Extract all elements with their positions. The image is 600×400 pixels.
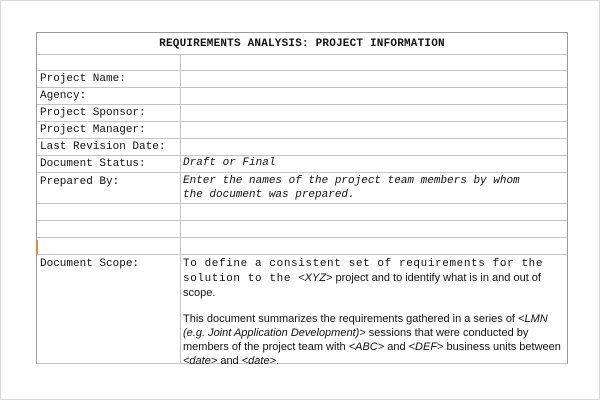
prepared-by-value[interactable] (183, 174, 563, 202)
row-document-scope[interactable] (37, 254, 567, 367)
row-last-revision-date[interactable] (37, 138, 567, 155)
scope-text: . (276, 355, 280, 367)
row-document-status[interactable] (37, 155, 567, 172)
prepared-by-line-2: the document was prepared. (183, 189, 355, 201)
scope-text: scope. (183, 287, 216, 299)
row-project-manager[interactable] (37, 121, 567, 138)
scope-placeholder: <ABC> (348, 341, 385, 353)
title-row (37, 32, 567, 54)
scope-placeholder: (e.g. Joint Application Development)> (183, 327, 366, 339)
scope-text: members of the project team with (183, 341, 349, 353)
scope-text: project and to identify what is in and out of (332, 272, 541, 284)
row-prepared-by[interactable] (37, 172, 567, 203)
agency-label: Agency: (40, 90, 87, 102)
project-name-label: Project Name: (40, 73, 126, 85)
scope-text: business units between (443, 341, 561, 353)
scope-paragraph-1 (183, 257, 563, 301)
scope-placeholder: <date> (183, 355, 218, 367)
row-agency[interactable] (37, 87, 567, 104)
document-status-label: Document Status: (40, 158, 146, 170)
scope-text: and (217, 355, 242, 367)
scope-placeholder: <XYZ> (298, 272, 333, 284)
document-scope-value[interactable] (183, 257, 563, 379)
scope-paragraph-2 (183, 312, 563, 368)
scope-text: solution to the (183, 273, 299, 285)
cell-cursor-marker (36, 240, 38, 254)
scope-text: sessions that were conducted by (365, 327, 529, 339)
empty-row[interactable] (37, 203, 567, 220)
scope-text: This document summarizes the requirements gathered in a series of (183, 313, 519, 325)
document-status-value[interactable]: Draft or Final (183, 157, 276, 169)
scope-placeholder: <DEF> (408, 341, 444, 353)
spacer-row (37, 54, 567, 70)
scope-text: and (384, 341, 409, 353)
row-project-name[interactable] (37, 70, 567, 87)
project-sponsor-label: Project Sponsor: (40, 107, 146, 119)
project-manager-label: Project Manager: (40, 124, 146, 136)
requirements-table (36, 32, 568, 367)
scope-placeholder: <LMN (518, 313, 548, 325)
row-project-sponsor[interactable] (37, 104, 567, 121)
empty-row[interactable] (37, 237, 567, 254)
prepared-by-line-1: Enter the names of the project team members by whom (183, 175, 520, 187)
prepared-by-label: Prepared By: (40, 176, 120, 188)
document-scope-label: Document Scope: (40, 258, 140, 270)
page-title: REQUIREMENTS ANALYSIS: PROJECT INFORMATION (159, 38, 445, 50)
scope-placeholder: <date> (241, 355, 276, 367)
last-revision-date-label: Last Revision Date: (40, 141, 166, 153)
empty-row[interactable] (37, 220, 567, 237)
scope-text: To define a consistent set of requirements for the (183, 258, 544, 270)
